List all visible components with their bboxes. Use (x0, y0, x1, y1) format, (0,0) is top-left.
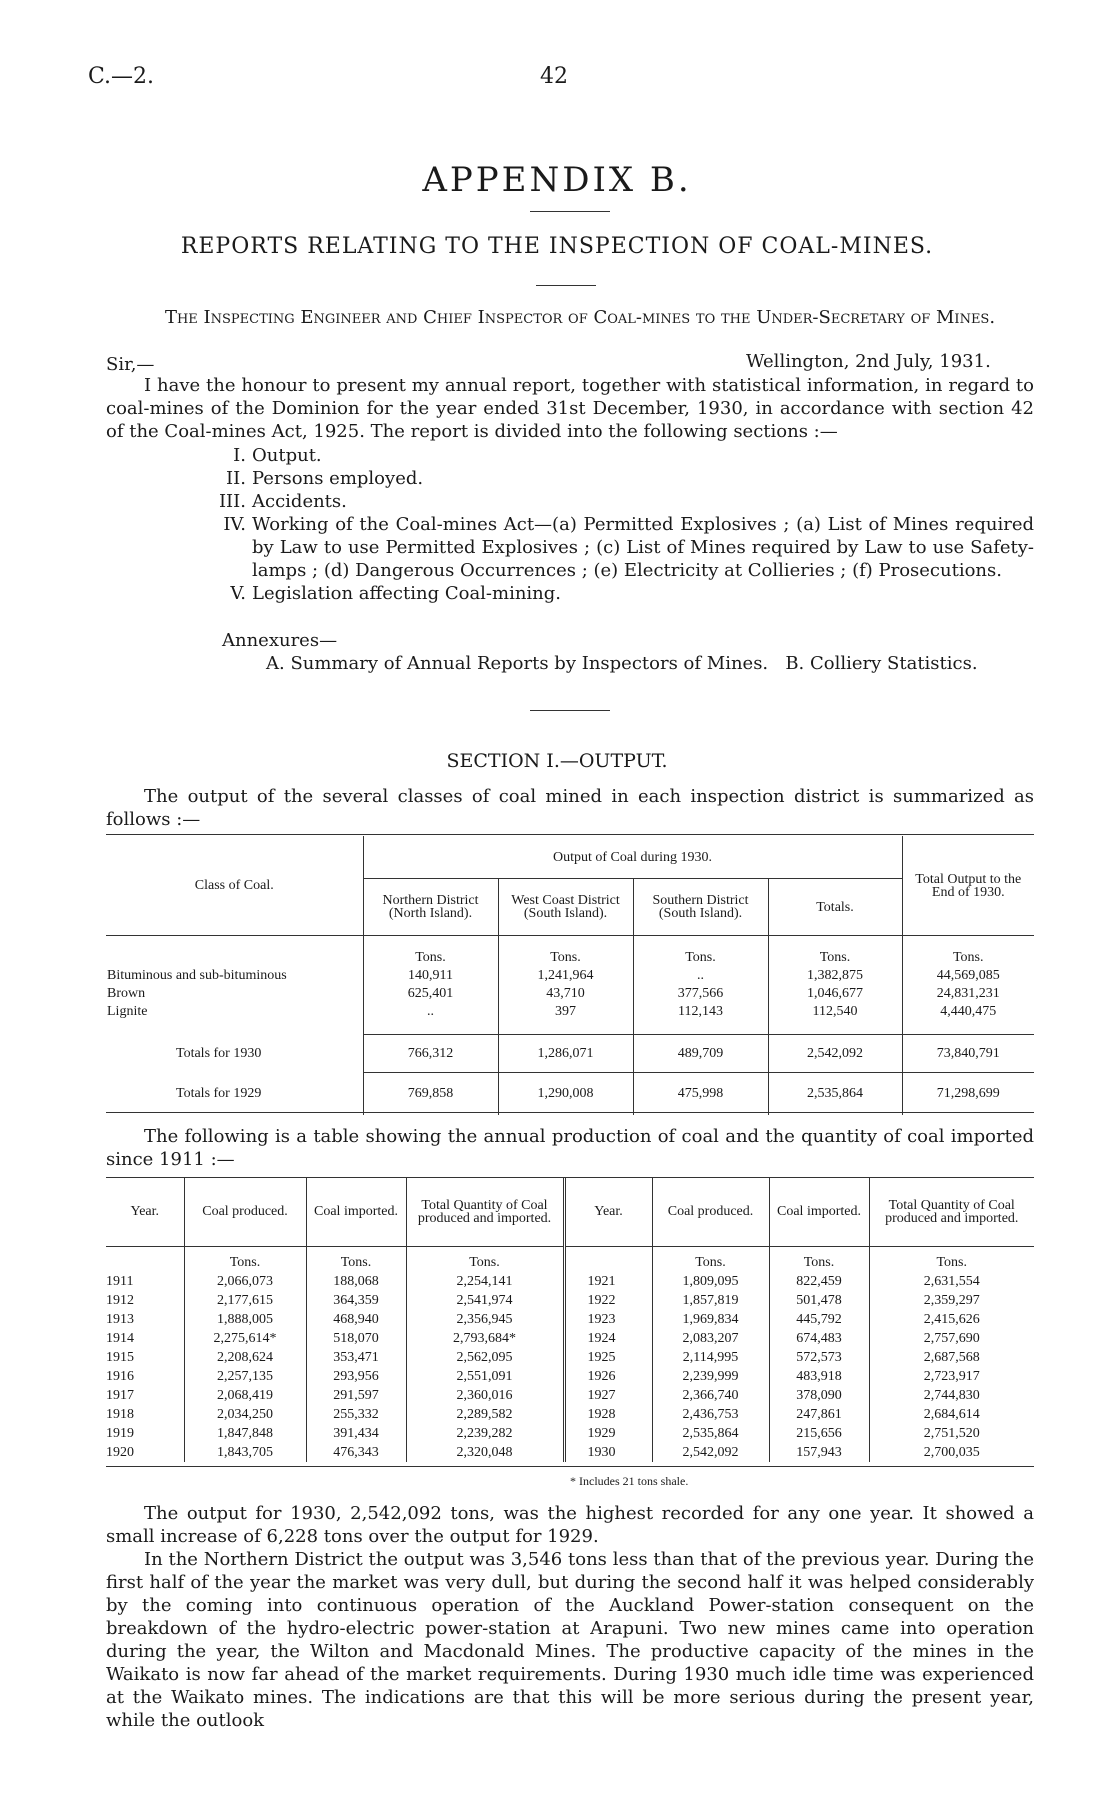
cell-year: 1913 (106, 1311, 134, 1327)
list-number: II. (226, 468, 246, 489)
cell-total: 2,687,568 (869, 1348, 1034, 1367)
cell-total: 2,744,830 (869, 1386, 1034, 1405)
list-text: Output. (252, 445, 322, 466)
cell-total: 2,684,614 (869, 1405, 1034, 1424)
divider (530, 710, 610, 711)
footnote: * Includes 21 tons shale. (570, 1474, 689, 1488)
cell-total: 2,289,582 (406, 1405, 564, 1424)
col-total-output-header: Total Output to the End of 1930. (902, 836, 1034, 936)
cell-imported: 247,861 (769, 1405, 869, 1424)
cell-produced: 2,068,419 (184, 1386, 306, 1405)
col-west-header: West Coast District (South Island). (498, 879, 633, 936)
unit-label: Tons. (769, 1246, 869, 1272)
appendix-title: APPENDIX B. (422, 160, 692, 200)
cell-year: 1922 (564, 1291, 652, 1310)
cell-south: 112,143 (633, 1003, 768, 1035)
divider (530, 211, 610, 212)
cell-total-output: 4,440,475 (902, 1003, 1034, 1035)
cell-year: 1926 (564, 1367, 652, 1386)
cell-produced: 2,542,092 (652, 1443, 769, 1462)
divider (536, 285, 596, 286)
cell-total: 2,415,626 (869, 1310, 1034, 1329)
annexures-text: A. Summary of Annual Reports by Inspectors of Mines. B. Colliery Statistics. (266, 653, 978, 674)
cell-totals: 1,046,677 (768, 985, 902, 1003)
table-row (106, 967, 1034, 985)
cell-imported: 518,070 (306, 1329, 406, 1348)
cell-total-output: 44,569,085 (902, 967, 1034, 985)
cell-produced: 1,847,848 (184, 1424, 306, 1443)
cell-year: 1918 (106, 1406, 134, 1422)
unit-label: Tons. (306, 1246, 406, 1272)
cell-total: 2,356,945 (406, 1310, 564, 1329)
cell-total: 2,757,690 (869, 1329, 1034, 1348)
list-text: Accidents. (252, 491, 347, 512)
table-bottom-rule (106, 1466, 1034, 1467)
cell-imported: 157,943 (769, 1443, 869, 1462)
row-label: Bituminous and sub-bituminous (107, 968, 287, 983)
section-intro: The output of the several classes of coal mined in each inspection district is summarized as follows :— (106, 786, 1034, 830)
paragraph-northern: In the Northern District the output was 3,546 tons less than that of the previous year. During the first half of the year the market was very dull, but during the second half it was helped considerably by the coming into continuous operation of the Auckland Power-station consequent on the breakdown of the hydro-electric power-station at Arapuni. Two new mines came into operation during the year, the Wilton and Macdonald Mines. The productive capacity of the mines in the Waikato is now far ahead of the market requirements. During 1930 much idle time was experienced at the Waikato mines. The indications are that this will be more serious during the present year, while the outlook (106, 1549, 1034, 1731)
table-row (106, 1348, 1034, 1367)
cell-total: 2,562,095 (406, 1348, 564, 1367)
cell-imported: 378,090 (769, 1386, 869, 1405)
col-imported-header: Coal imported. (306, 1178, 406, 1246)
cell-south: 489,709 (633, 1035, 768, 1073)
annexures-label: Annexures— (222, 630, 338, 651)
unit-label: Tons. (768, 936, 902, 968)
col-produced-header: Coal produced. (184, 1178, 306, 1246)
table-row (106, 1386, 1034, 1405)
cell-produced: 2,436,753 (652, 1405, 769, 1424)
cell-totals: 1,382,875 (768, 967, 902, 985)
cell-imported: 255,332 (306, 1405, 406, 1424)
unit-label: Tons. (633, 936, 768, 968)
output-table (106, 836, 1034, 1115)
cell-south: 377,566 (633, 985, 768, 1003)
place-date: Wellington, 2nd July, 1931. (746, 351, 991, 372)
cell-totals: 112,540 (768, 1003, 902, 1035)
list-item (196, 467, 1034, 490)
cell-year: 1923 (564, 1310, 652, 1329)
table-row (106, 1329, 1034, 1348)
cell-produced: 1,969,834 (652, 1310, 769, 1329)
cell-year: 1911 (106, 1273, 134, 1289)
totals-row-1930 (106, 1035, 1034, 1073)
address-line: The Inspecting Engineer and Chief Inspector of Coal-mines to the Under-Secretary of Mines. (164, 307, 996, 328)
row-label: Brown (107, 986, 146, 1001)
unit-label: Tons. (652, 1246, 769, 1272)
unit-label: Tons. (902, 936, 1034, 968)
list-text: Legislation affecting Coal-mining. (252, 583, 562, 604)
list-number: I. (233, 445, 246, 466)
cell-total: 2,360,016 (406, 1386, 564, 1405)
list-text: Working of the Coal-mines Act—(a) Permitted Explosives ; (a) List of Mines required by Law to use Permitted Explosives ; (c) List of Mines required by Law to use Safety-lamps ; (d) Dangerous Occurrences ; (e) Electricity at Collieries ; (f) Prosecutions. (252, 514, 1034, 581)
col-total-header: Total Quantity of Coal produced and imported. (406, 1178, 564, 1246)
cell-total: 2,320,048 (406, 1443, 564, 1462)
cell-west: 1,290,008 (498, 1073, 633, 1115)
intro-paragraph: I have the honour to present my annual report, together with statistical information, in regard to coal-mines of the Dominion for the year ended 31st December, 1930, in accordance with section 42 of the Coal-mines Act, 1925. The report is divided into the following sections :— (106, 375, 1034, 442)
cell-imported: 468,940 (306, 1310, 406, 1329)
col-imported-header: Coal imported. (769, 1178, 869, 1246)
row-label: Lignite (107, 1004, 148, 1020)
table-row (106, 1272, 1034, 1291)
unit-label: Tons. (869, 1246, 1034, 1272)
table-row (106, 1310, 1034, 1329)
table-row (106, 1405, 1034, 1424)
sections-list (196, 444, 1034, 605)
cell-produced: 2,208,624 (184, 1348, 306, 1367)
unit-label: Tons. (363, 936, 498, 968)
col-total-header: Total Quantity of Coal produced and imported. (869, 1178, 1034, 1246)
list-number: V. (230, 583, 246, 604)
cell-year: 1920 (106, 1444, 134, 1460)
cell-imported: 476,343 (306, 1443, 406, 1462)
cell-north: 766,312 (363, 1035, 498, 1073)
cell-total: 2,631,554 (869, 1272, 1034, 1291)
cell-south: .. (633, 967, 768, 985)
cell-total: 2,551,091 (406, 1367, 564, 1386)
table-row (106, 1291, 1034, 1310)
col-south-header: Southern District (South Island). (633, 879, 768, 936)
cell-total: 2,359,297 (869, 1291, 1034, 1310)
list-text: Persons employed. (252, 468, 424, 489)
cell-produced: 1,888,005 (184, 1310, 306, 1329)
cell-total: 2,541,974 (406, 1291, 564, 1310)
cell-produced: 2,257,135 (184, 1367, 306, 1386)
table-row (106, 1003, 1034, 1035)
cell-west: 1,286,071 (498, 1035, 633, 1073)
cell-imported: 215,656 (769, 1424, 869, 1443)
cell-year: 1924 (564, 1329, 652, 1348)
table-row (106, 1367, 1034, 1386)
list-item (196, 513, 1034, 582)
group-header: Output of Coal during 1930. (363, 836, 902, 879)
table2-intro: The following is a table showing the annual production of coal and the quantity of coal imported since 1911 :— (106, 1126, 1034, 1170)
section-heading: SECTION I.—OUTPUT. (446, 750, 668, 772)
unit-label: Tons. (406, 1246, 564, 1272)
cell-imported: 391,434 (306, 1424, 406, 1443)
cell-total: 2,751,520 (869, 1424, 1034, 1443)
cell-total: 2,700,035 (869, 1443, 1034, 1462)
cell-produced: 2,275,614* (184, 1329, 306, 1348)
cell-produced: 2,239,999 (652, 1367, 769, 1386)
list-item (196, 582, 1034, 605)
cell-produced: 2,083,207 (652, 1329, 769, 1348)
list-item (196, 490, 1034, 513)
list-item (196, 444, 1034, 467)
table-row (106, 1443, 1034, 1462)
table-bottom-rule (106, 1112, 1034, 1113)
cell-year: 1921 (564, 1272, 652, 1291)
production-table-body (106, 1272, 1034, 1462)
cell-produced: 2,114,995 (652, 1348, 769, 1367)
cell-imported: 293,956 (306, 1367, 406, 1386)
col-totals-header: Totals. (768, 879, 902, 936)
cell-produced: 1,857,819 (652, 1291, 769, 1310)
table-row (106, 1424, 1034, 1443)
cell-total-output: 73,840,791 (902, 1035, 1034, 1073)
unit-label: Tons. (498, 936, 633, 968)
cell-south: 475,998 (633, 1073, 768, 1115)
cell-produced: 1,809,095 (652, 1272, 769, 1291)
cell-total: 2,239,282 (406, 1424, 564, 1443)
cell-imported: 188,068 (306, 1272, 406, 1291)
page-number: 42 (540, 64, 568, 89)
cell-total-output: 71,298,699 (902, 1073, 1034, 1115)
cell-year: 1927 (564, 1386, 652, 1405)
col-north-header: Northern District (North Island). (363, 879, 498, 936)
row-label: Totals for 1929 (176, 1085, 262, 1101)
cell-produced: 1,843,705 (184, 1443, 306, 1462)
cell-totals: 2,542,092 (768, 1035, 902, 1073)
col-year-header: Year. (564, 1178, 652, 1246)
table-row (106, 985, 1034, 1003)
cell-imported: 822,459 (769, 1272, 869, 1291)
cell-imported: 483,918 (769, 1367, 869, 1386)
cell-year: 1912 (106, 1292, 134, 1308)
cell-imported: 572,573 (769, 1348, 869, 1367)
cell-imported: 291,597 (306, 1386, 406, 1405)
cell-west: 43,710 (498, 985, 633, 1003)
cell-year: 1914 (106, 1330, 134, 1346)
paragraph-output: The output for 1930, 2,542,092 tons, was the highest recorded for any one year. It showed a small increase of 6,228 tons over the output for 1929. (106, 1503, 1034, 1547)
col-year-header: Year. (106, 1178, 184, 1246)
cell-produced: 2,177,615 (184, 1291, 306, 1310)
cell-produced: 2,066,073 (184, 1272, 306, 1291)
col-produced-header: Coal produced. (652, 1178, 769, 1246)
cell-year: 1919 (106, 1425, 134, 1441)
cell-year: 1930 (564, 1443, 652, 1462)
cell-north: .. (363, 1003, 498, 1035)
unit-label: Tons. (184, 1246, 306, 1272)
cell-west: 397 (498, 1003, 633, 1035)
cell-year: 1917 (106, 1387, 134, 1403)
cell-totals: 2,535,864 (768, 1073, 902, 1115)
cell-total-output: 24,831,231 (902, 985, 1034, 1003)
report-subtitle: REPORTS RELATING TO THE INSPECTION OF COAL-MINES. (180, 234, 934, 259)
salutation: Sir,— (106, 354, 155, 375)
cell-total: 2,723,917 (869, 1367, 1034, 1386)
cell-total: 2,254,141 (406, 1272, 564, 1291)
cell-imported: 674,483 (769, 1329, 869, 1348)
col-class-header: Class of Coal. (106, 836, 363, 936)
cell-north: 140,911 (363, 967, 498, 985)
cell-north: 769,858 (363, 1073, 498, 1115)
cell-year: 1915 (106, 1349, 134, 1365)
cell-imported: 445,792 (769, 1310, 869, 1329)
cell-year: 1925 (564, 1348, 652, 1367)
cell-north: 625,401 (363, 985, 498, 1003)
row-label: Totals for 1930 (176, 1045, 262, 1061)
cell-year: 1928 (564, 1405, 652, 1424)
cell-year: 1929 (564, 1424, 652, 1443)
list-number: IV. (223, 514, 246, 535)
cell-imported: 501,478 (769, 1291, 869, 1310)
totals-row-1929 (106, 1073, 1034, 1115)
cell-year: 1916 (106, 1368, 134, 1384)
cell-produced: 2,034,250 (184, 1405, 306, 1424)
cell-imported: 353,471 (306, 1348, 406, 1367)
list-number: III. (218, 491, 246, 512)
table-top-rule (106, 834, 1034, 835)
document-code: C.—2. (88, 64, 155, 89)
cell-produced: 2,535,864 (652, 1424, 769, 1443)
cell-west: 1,241,964 (498, 967, 633, 985)
cell-produced: 2,366,740 (652, 1386, 769, 1405)
cell-total: 2,793,684* (406, 1329, 564, 1348)
cell-imported: 364,359 (306, 1291, 406, 1310)
production-table (106, 1178, 1034, 1462)
